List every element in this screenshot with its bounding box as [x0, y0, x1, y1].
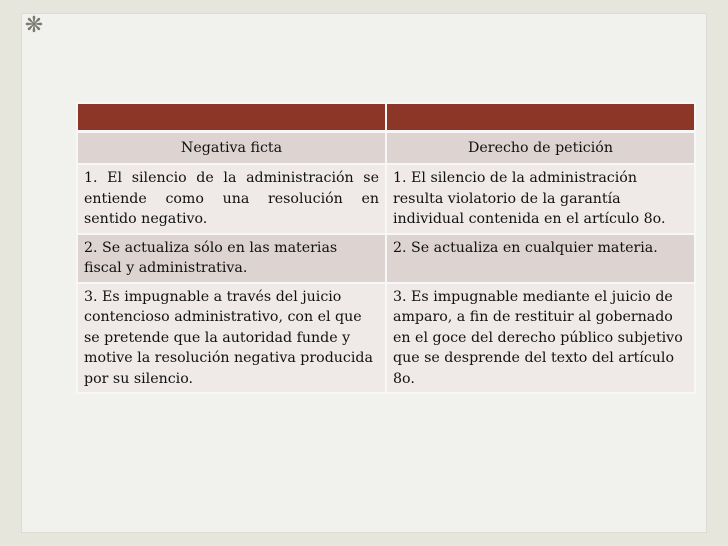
table-cell: 3. Es impugnable mediante el juicio de amparo, a fin de restituir al gobernado en el goce del derecho público subjetivo que se desprende del texto del artículo 8o.: [386, 283, 695, 394]
table-row: [77, 234, 695, 283]
slide: [22, 14, 706, 532]
table-cell: 1. El silencio de la administración se entiende como una resolución en sentido negativo.: [77, 164, 386, 234]
column-heading-derecho-peticion: Derecho de petición: [386, 132, 695, 165]
column-headings-row: [77, 132, 695, 165]
table-row: [77, 283, 695, 394]
table-cell: 2. Se actualiza en cualquier materia.: [386, 234, 695, 283]
comparison-table: [76, 102, 696, 394]
flower-ornament-icon: ❋: [24, 13, 44, 38]
header-cell: [77, 103, 386, 132]
table-cell: 3. Es impugnable a través del juicio contencioso administrativo, con el que se pretende que la autoridad funde y motive la resolución negativa producida por su silencio.: [77, 283, 386, 394]
table-cell: 2. Se actualiza sólo en las materias fiscal y administrativa.: [77, 234, 386, 283]
table-header-bar: [77, 103, 695, 132]
table-cell: 1. El silencio de la administración resulta violatorio de la garantía individual contenida en el artículo 8o.: [386, 164, 695, 234]
table-row: [77, 164, 695, 234]
header-cell: [386, 103, 695, 132]
column-heading-negativa-ficta: Negativa ficta: [77, 132, 386, 165]
